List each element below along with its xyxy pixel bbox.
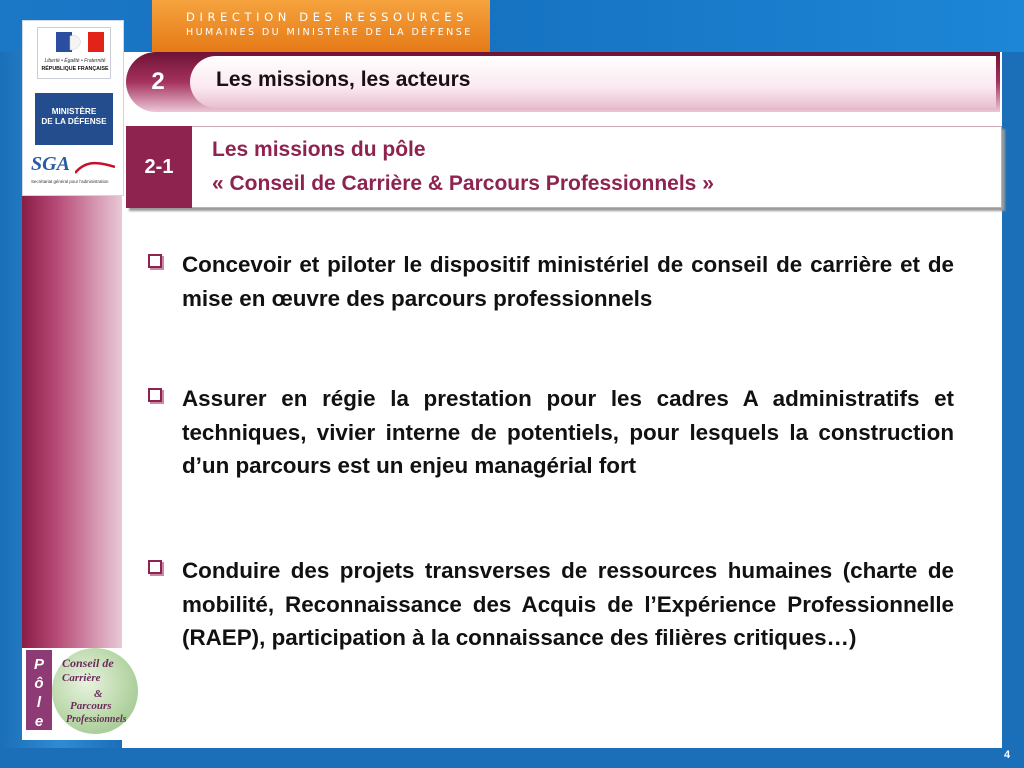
subsection-title-line2: « Conseil de Carrière & Parcours Professionnels »: [212, 172, 714, 195]
republic-logo: [37, 27, 111, 79]
checkbox-bullet-icon: [148, 254, 162, 268]
pole-logo-line2: Carrière: [62, 672, 101, 684]
marianne-flag-icon: [56, 32, 104, 52]
checkbox-bullet-icon: [148, 560, 162, 574]
banner-line2: HUMAINES DU MINISTÈRE DE LA DÉFENSE: [186, 27, 473, 38]
subsection-title-line1: Les missions du pôle: [212, 138, 426, 161]
pole-logo: [22, 648, 140, 740]
section-title: Les missions, les acteurs: [216, 68, 471, 91]
bullet-item: [148, 554, 954, 655]
bottom-band: [0, 748, 1024, 768]
republic-name: RÉPUBLIQUE FRANÇAISE: [41, 66, 109, 72]
bullet-text: Concevoir et piloter le dispositif ministériel de conseil de carrière et de mise en œuvre des parcours professionnels: [182, 252, 954, 311]
republic-motto: Liberté • Égalité • Fraternité: [44, 58, 106, 64]
banner-line1: DIRECTION DES RESSOURCES: [186, 10, 469, 24]
bullet-text: Assurer en régie la prestation pour les cadres A administratifs et techniques, vivier interne de potentiels, pour lesquels la construction d’un parcours est un enjeu managérial fort: [182, 386, 954, 479]
page-number: 4: [1004, 749, 1011, 761]
ministry-line2: DE LA DÉFENSE: [41, 117, 107, 126]
section-number: 2: [151, 68, 165, 95]
bullet-item: [148, 248, 954, 315]
ministry-line1: MINISTÈRE: [51, 107, 97, 116]
sga-logo-text: SGA: [31, 153, 70, 175]
bullet-text: Conduire des projets transverses de ressources humaines (charte de mobilité, Reconnaissance des Acquis de l’Expérience Professionnelle (RAEP), participation à la connaissance des filières critiques…): [182, 558, 954, 651]
checkbox-bullet-icon: [148, 388, 162, 402]
pole-logo-line3: &: [94, 688, 103, 700]
sga-subtitle: Secrétariat général pour l'administration: [31, 179, 109, 184]
sga-logo: [31, 153, 119, 193]
pole-logo-line4: Parcours: [70, 700, 112, 712]
ministry-logo-card: [22, 20, 124, 196]
pole-vertical-text: Pôle: [30, 656, 48, 732]
sga-swoosh-icon: [75, 159, 115, 175]
subsection-number: 2-1: [126, 126, 192, 208]
pole-logo-line1: Conseil de: [62, 656, 114, 670]
left-decor-band: [22, 195, 122, 650]
ministry-name-box: [35, 93, 113, 145]
drh-banner-text: [186, 10, 473, 40]
pole-vertical-label: [26, 650, 52, 730]
pole-logo-line5: Professionnels: [66, 714, 127, 725]
bullet-item: [148, 382, 954, 483]
